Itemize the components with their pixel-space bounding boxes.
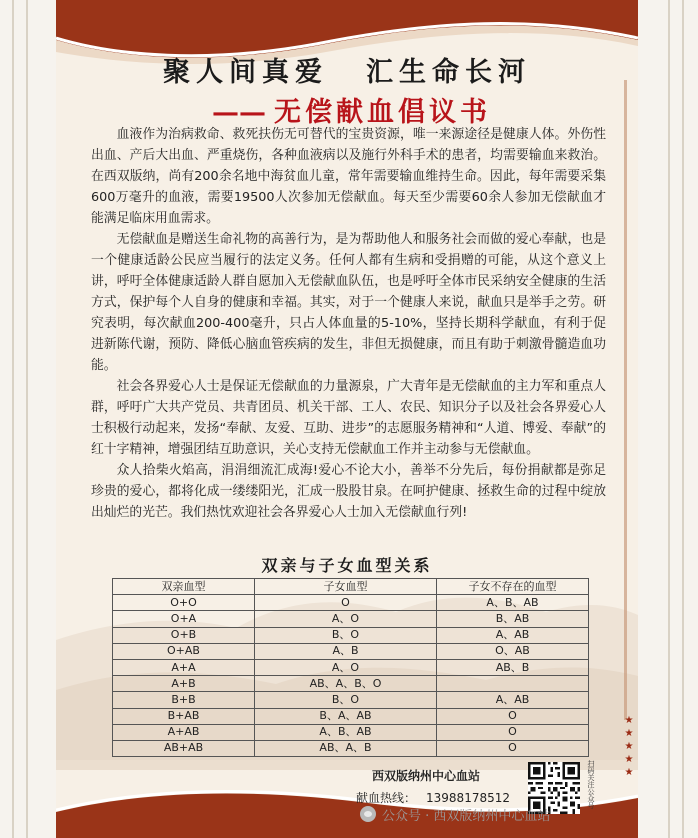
table-row	[113, 724, 589, 740]
wechat-icon	[360, 806, 376, 822]
cell-parents: O+AB	[113, 643, 255, 659]
header-children: 子女血型	[255, 579, 437, 595]
paragraph-1: 血液作为治病救命、救死扶伤无可替代的宝贵资源，唯一来源途径是健康人体。外伤性出血、产后大出血、严重烧伤，各种血液病以及施行外科手术的患者，均需要输血来救治。在西双版纳，尚有200余名地中海贫血儿童，常年需要输血维持生命。因此，每年需要采集600万毫升的血液，需要19500人次参加无偿献血。每天至少需要60余人参加无偿献血才能满足临床用血需求。	[91, 127, 606, 226]
star-icon: ★	[624, 754, 634, 765]
cell-children: O	[255, 595, 437, 611]
cell-parents: O+B	[113, 627, 255, 643]
subtitle-dash: ——	[212, 97, 266, 128]
cell-parents: B+B	[113, 692, 255, 708]
watermark-text: 公众号 · 西双版纳州中心血站	[382, 808, 551, 824]
cell-impossible: O	[437, 724, 589, 740]
table-row	[113, 692, 589, 708]
table-row	[113, 708, 589, 724]
hotline-label: 献血热线：	[356, 791, 417, 805]
table-row	[113, 595, 589, 611]
hotline-number: 13988178512	[426, 791, 510, 805]
cell-parents: B+AB	[113, 708, 255, 724]
paragraph-3: 社会各界爱心人士是保证无偿献血的力量源泉，广大青年是无偿献血的主力军和重点人群，呼吁广大共产党员、共青团员、机关干部、工人、农民、知识分子以及社会各界爱心人士积极行动起来，发扬“奉献、友爱、互助、进步”的志愿服务精神和“人道、博爱、奉献”的红十字精神，增强团结互助意识，关心支持无偿献血工作并主动参与无偿献血。	[91, 379, 606, 457]
star-icon: ★	[624, 767, 634, 778]
cell-children: B、O	[255, 627, 437, 643]
table-row	[113, 643, 589, 659]
star-icon: ★	[624, 715, 634, 726]
left-margin	[0, 0, 56, 838]
cell-children: A、B、AB	[255, 724, 437, 740]
table-row	[113, 611, 589, 627]
cell-parents: AB+AB	[113, 740, 255, 756]
header-parents: 双亲血型	[113, 579, 255, 595]
cell-parents: A+A	[113, 659, 255, 675]
table-row	[113, 676, 589, 692]
blood-type-table	[112, 578, 589, 757]
paragraph-2: 无偿献血是赠送生命礼物的高善行为，是为帮助他人和服务社会而做的爱心奉献，也是一个健康适龄公民应当履行的法定义务。任何人都有生病和受捐赠的可能，从这个意义上讲，呼吁全体健康适龄人群自愿加入无偿献血队伍，也是呼吁全体市民采纳安全健康的生活方式，保护每个人自身的健康和幸福。其实，对于一个健康人来说，献血只是举手之劳。研究表明，每次献血200-400毫升，只占人体血量的5-10%，坚持长期科学献血，有利于促进新陈代谢，预防、降低心脑血管疾病的发生，非但无损健康，而且有助于刺激骨髓造血功能。	[91, 232, 606, 373]
cell-impossible: O	[437, 708, 589, 724]
cell-impossible: AB、B	[437, 659, 589, 675]
cell-children: AB、A、B、O	[255, 676, 437, 692]
table-row	[113, 740, 589, 756]
cell-impossible: A、AB	[437, 692, 589, 708]
wechat-watermark	[360, 802, 640, 826]
star-column	[622, 714, 636, 779]
cell-children: B、O	[255, 692, 437, 708]
title-right: 汇生命长河	[366, 57, 531, 88]
cell-impossible: O、AB	[437, 643, 589, 659]
poster	[56, 0, 638, 838]
table-header-row	[113, 579, 589, 595]
table-title: 双亲与子女血型关系	[261, 556, 433, 575]
cell-parents: A+AB	[113, 724, 255, 740]
station-name: 西双版纳州中心血站	[372, 769, 481, 783]
cell-parents: O+A	[113, 611, 255, 627]
cell-children: A、O	[255, 659, 437, 675]
cell-impossible: A、AB	[437, 627, 589, 643]
cell-children: A、O	[255, 611, 437, 627]
poster-main-title	[56, 50, 638, 89]
title-left: 聚人间真爱	[163, 57, 328, 88]
cell-children: B、A、AB	[255, 708, 437, 724]
cell-impossible: O	[437, 740, 589, 756]
cell-parents: O+O	[113, 595, 255, 611]
star-icon: ★	[624, 728, 634, 739]
cell-parents: A+B	[113, 676, 255, 692]
table-row	[113, 659, 589, 675]
proposal-body	[91, 124, 606, 523]
cell-children: A、B	[255, 643, 437, 659]
cell-impossible: A、B、AB	[437, 595, 589, 611]
cell-impossible	[437, 676, 589, 692]
subtitle-text: 无偿献血倡议书	[274, 97, 491, 128]
cell-impossible: B、AB	[437, 611, 589, 627]
header-impossible: 子女不存在的血型	[437, 579, 589, 595]
cell-children: AB、A、B	[255, 740, 437, 756]
paragraph-4: 众人拾柴火焰高，涓涓细流汇成海!爱心不论大小，善举不分先后，每份捐献都是弥足珍贵的爱心，都将化成一缕缕阳光，汇成一股股甘泉。在呵护健康、拯救生命的过程中绽放出灿烂的光芒。我们热忱欢迎社会各界爱心人士加入无偿献血行列!	[91, 463, 606, 520]
table-row	[113, 627, 589, 643]
right-margin	[638, 0, 698, 838]
qr-caption: 扫码关注公众号	[587, 760, 595, 809]
star-icon: ★	[624, 741, 634, 752]
